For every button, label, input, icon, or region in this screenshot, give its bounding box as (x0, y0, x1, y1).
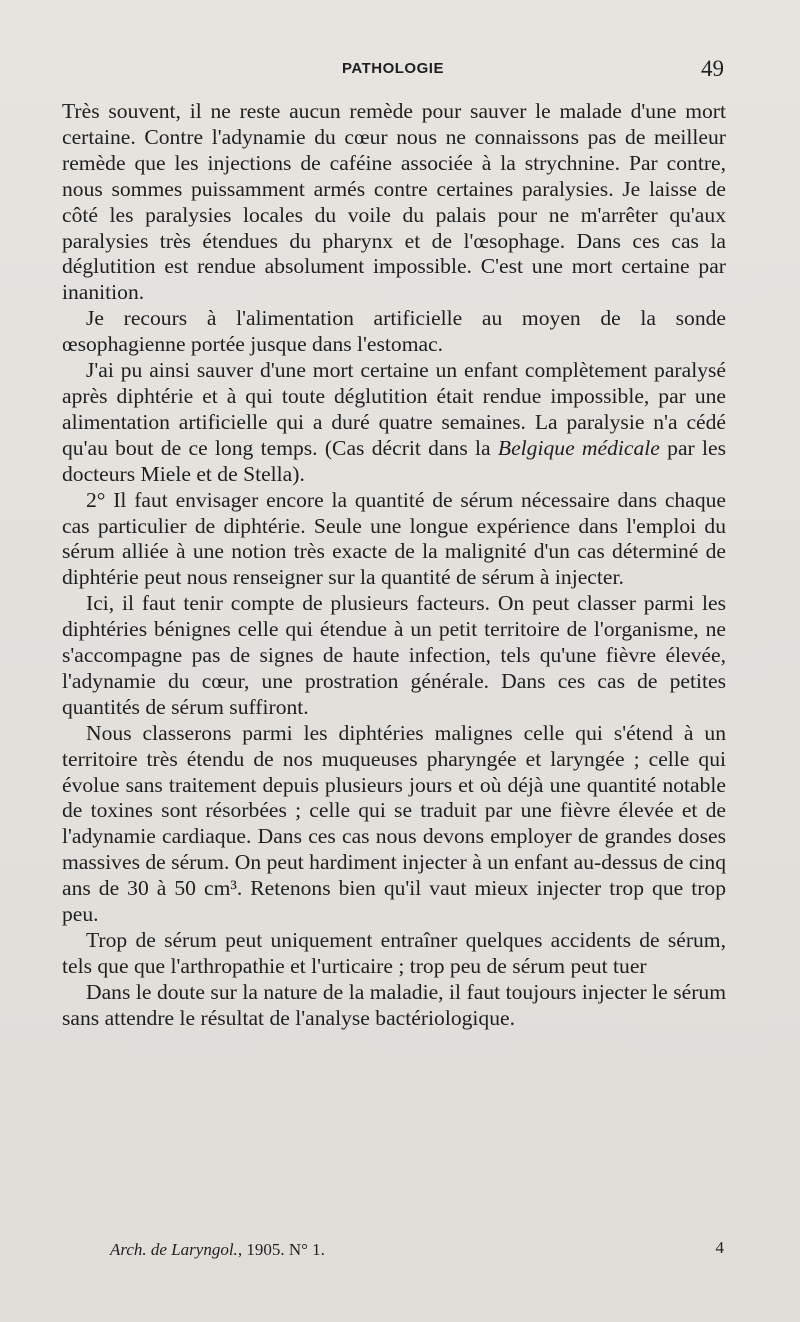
page-footer (62, 1238, 726, 1266)
paragraph-4: 2° Il faut envisager encore la quantité de sérum nécessaire dans chaque cas particulier de diphtérie. Seule une longue expérience dans l'emploi du sérum alliée à une notion très exacte de la malignité d'un cas déterminé de diphtérie peut nous renseigner sur la quantité de sérum à injecter. (62, 487, 726, 590)
paragraph-8: Dans le doute sur la nature de la maladie, il faut toujours injecter le sérum sans attendre le résultat de l'analyse bactériologique. (62, 979, 726, 1030)
paragraph-7: Trop de sérum peut uniquement entraîner quelques accidents de sérum, tels que que l'arthropathie et l'urticaire ; trop peu de sérum peut tuer (62, 928, 726, 978)
page-header (62, 58, 726, 84)
paragraph-3-text-a: J'ai pu ainsi sauver d'une mort certaine un enfant complètement paralysé après diphtérie et à qui toute déglutition était rendue impossible, par une alimentation artificielle qui a duré quatre semaines. La paralysie n'a cédé qu'au bout de ce long temps. (Cas décrit dans la (62, 358, 726, 460)
journal-reference (110, 1240, 325, 1260)
journal-title-italic: Belgique médicale (497, 435, 660, 460)
journal-issue: , 1905. N° 1. (237, 1240, 325, 1259)
running-title: PATHOLOGIE (342, 60, 444, 77)
paragraph-6: Nous classerons parmi les diphtéries malignes celle qui s'étend à un territoire très étendu de nos muqueuses pharyngée et laryngée ; celle qui évolue sans traitement depuis plusieurs jours et où déjà une quantité notable de toxines sont résorbées ; celle qui se traduit par une fièvre élevée et de l'adynamie cardiaque. Dans ces cas nous devons employer de grandes doses massives de sérum. On peut hardiment injecter à un enfant au-dessus de cinq ans de 30 à 50 cm³. Retenons bien qu'il vaut mieux injecter trop que trop peu. (62, 720, 726, 927)
paragraph-3 (62, 358, 726, 488)
body-text (62, 99, 726, 1032)
paragraph-3-text-b: par les docteurs Miele et de Stella). (62, 435, 727, 486)
paragraph-1: Très souvent, il ne reste aucun remède pour sauver le malade d'une mort certaine. Contre l'adynamie du cœur nous ne connaissons pas de meilleur remède que les injections de caféine associée à la strychnine. Par contre, nous sommes puissamment armés contre certaines paralysies. Je laisse de côté les paralysies locales du voile du palais pour ne m'arrêter qu'aux paralysies très étendues du pharynx et de l'œsophage. Dans ces cas la déglutition est rendue absolument impossible. C'est une mort certaine par inanition. (62, 99, 726, 305)
signature-mark: 4 (715, 1238, 724, 1257)
page-number: 49 (701, 56, 724, 81)
paragraph-2: Je recours à l'alimentation artificielle au moyen de la sonde œsophagienne portée jusque dans l'estomac. (62, 306, 726, 357)
journal-name: Arch. de Laryngol. (110, 1240, 238, 1259)
paragraph-5: Ici, il faut tenir compte de plusieurs facteurs. On peut classer parmi les diphtéries bénignes celle qui étendue à un petit territoire de l'organisme, ne s'accompagne pas de signes de haute infection, tels qu'une fièvre élevée, l'adynamie du cœur, une prostration générale. Dans ces cas de petites quantités de sérum suffiront. (62, 591, 726, 719)
